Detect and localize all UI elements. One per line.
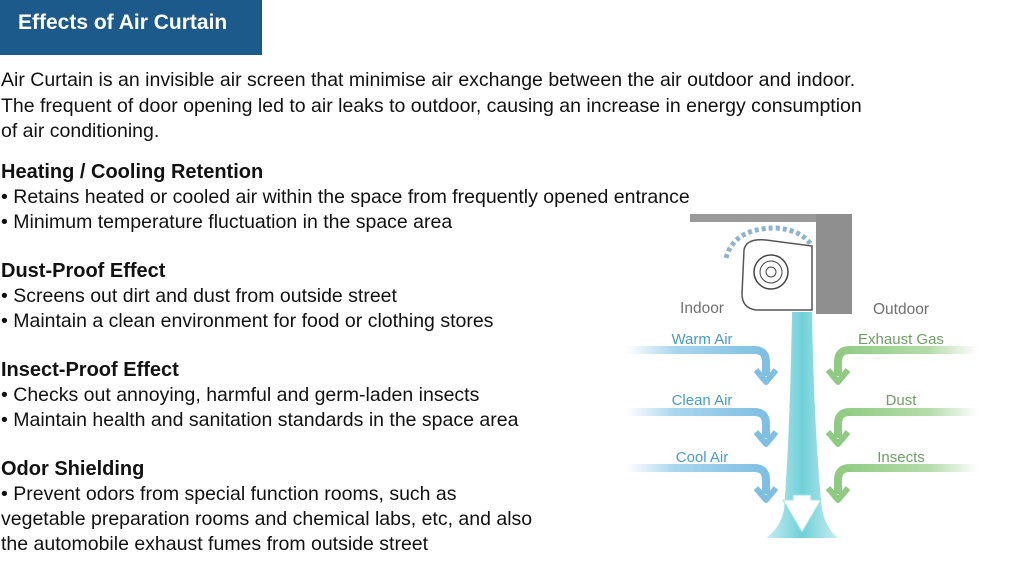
curved-arrow-icon xyxy=(828,412,978,444)
bullet-line: the automobile exhaust fumes from outside street xyxy=(1,533,429,555)
indoor-item-label: Clean Air xyxy=(671,392,733,409)
intro-line: Air Curtain is an invisible air screen that minimise air exchange between the air outdoor and indoor. xyxy=(1,69,856,91)
intro-paragraph xyxy=(1,68,1013,145)
outdoor-label: Outdoor xyxy=(872,301,930,318)
air-curtain-diagram xyxy=(626,210,978,550)
air-curtain-unit-icon xyxy=(726,228,812,310)
bullet-item: • Maintain health and sanitation standards in the space area xyxy=(1,409,519,431)
curved-arrow-icon xyxy=(626,350,776,382)
bullet-item: • Minimum temperature fluctuation in the space area xyxy=(1,211,453,233)
page-title: Effects of Air Curtain xyxy=(18,11,228,34)
bullet-item: • Prevent odors from special function rooms, such as xyxy=(1,483,457,505)
outdoor-item-label: Exhaust Gas xyxy=(858,331,944,348)
curved-arrow-icon xyxy=(626,412,776,444)
section-insect-proof-effect xyxy=(1,358,518,433)
section-heading: Odor Shielding xyxy=(1,458,145,480)
section-odor-shielding xyxy=(1,457,532,557)
intro-line: The frequent of door opening led to air leaks to outdoor, causing an increase in energy consumption xyxy=(1,94,862,117)
indoor-airflow-arrows xyxy=(626,350,776,500)
bullet-item: • Screens out dirt and dust from outside street xyxy=(1,285,397,307)
bullet-line: vegetable preparation rooms and chemical labs, etc, and also xyxy=(1,508,533,530)
indoor-item-label: Warm Air xyxy=(671,331,733,348)
section-dust-proof-effect xyxy=(1,259,493,334)
intro-line: of air conditioning. xyxy=(1,120,160,142)
title-banner xyxy=(0,0,262,55)
bullet-item: • Retains heated or cooled air within the space from frequently opened entrance xyxy=(1,186,690,208)
air-curtain-illustration xyxy=(626,210,978,550)
outdoor-item-label: Insects xyxy=(877,449,925,466)
outdoor-airflow-arrows xyxy=(828,350,978,500)
bullet-item: • Maintain a clean environment for food or clothing stores xyxy=(1,310,494,332)
outdoor-item-label: Dust xyxy=(885,392,917,409)
curved-arrow-icon xyxy=(828,468,978,500)
section-heading: Dust-Proof Effect xyxy=(1,260,166,282)
section-heading: Heating / Cooling Retention xyxy=(1,161,264,183)
section-heating-cooling-retention xyxy=(1,160,690,235)
indoor-label: Indoor xyxy=(680,300,724,317)
indoor-item-label: Cool Air xyxy=(675,449,729,466)
bullet-item: • Checks out annoying, harmful and germ-laden insects xyxy=(1,384,480,406)
section-heading: Insect-Proof Effect xyxy=(1,359,179,381)
curved-arrow-icon xyxy=(626,468,776,500)
curved-arrow-icon xyxy=(828,350,978,382)
